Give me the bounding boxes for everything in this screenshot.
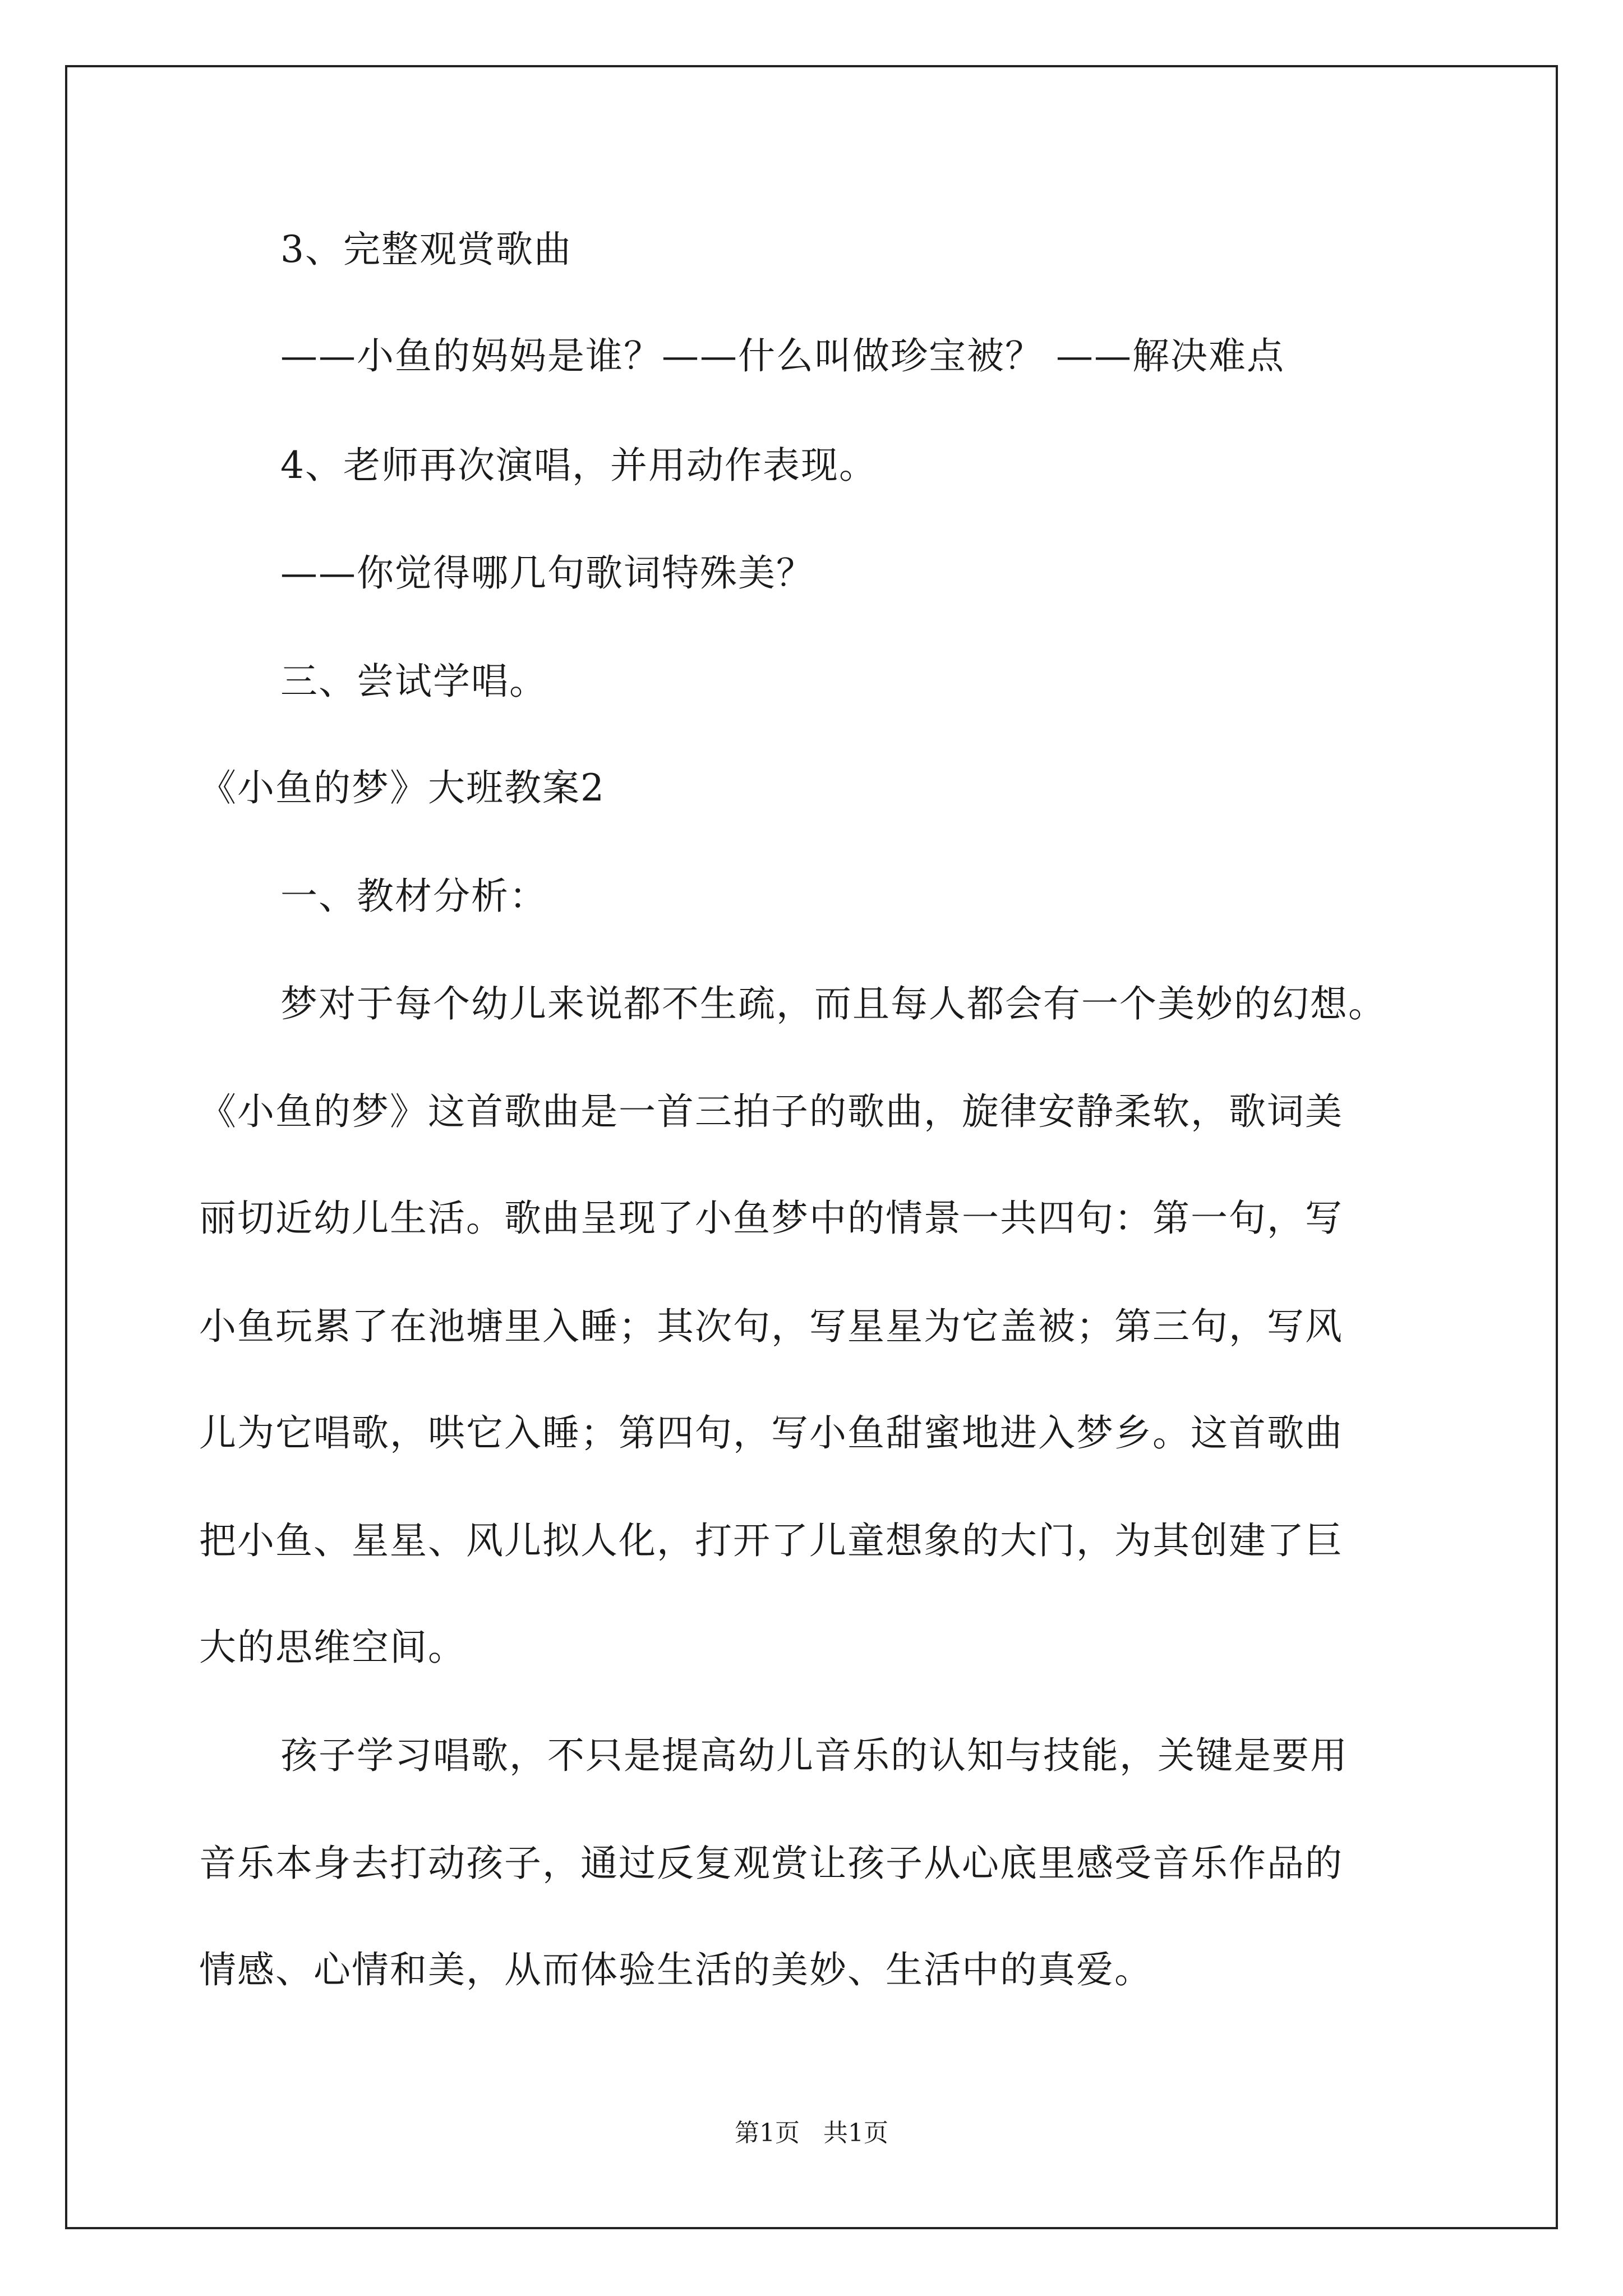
paragraph-1-line-4: 小鱼玩累了在池塘里入睡；其次句，写星星为它盖被；第三句，写风 <box>199 1305 1343 1348</box>
text-line-4: ——你觉得哪几句歌词特殊美？ <box>280 551 814 595</box>
paragraph-2-line-1: 孩子学习唱歌，不只是提高幼儿音乐的认知与技能，关键是要用 <box>280 1734 1348 1777</box>
paragraph-1-line-7: 大的思维空间。 <box>199 1626 466 1669</box>
text-line-3: 4、老师再次演唱，并用动作表现。 <box>280 444 877 487</box>
page-footer: 第1页 共1页 <box>735 2119 888 2147</box>
text-line-7: 一、教材分析： <box>280 875 547 918</box>
text-line-2: ——小鱼的妈妈是谁？——什么叫做珍宝被？ ——解决难点 <box>280 334 1285 378</box>
paragraph-1-line-3: 丽切近幼儿生活。歌曲呈现了小鱼梦中的情景一共四句：第一句，写 <box>199 1197 1343 1240</box>
paragraph-1-line-5: 儿为它唱歌，哄它入睡；第四句，写小鱼甜蜜地进入梦乡。这首歌曲 <box>199 1411 1343 1455</box>
page-border <box>65 65 1558 2229</box>
text-line-5: 三、尝试学唱。 <box>280 660 547 703</box>
text-line-1: 3、完整观赏歌曲 <box>280 228 572 271</box>
paragraph-1-line-1: 梦对于每个幼儿来说都不生疏，而且每人都会有一个美妙的幻想。 <box>280 982 1386 1025</box>
paragraph-1-line-6: 把小鱼、星星、风儿拟人化，打开了儿童想象的大门，为其创建了巨 <box>199 1519 1343 1562</box>
section-heading: 《小鱼的梦》大班教案2 <box>199 766 605 809</box>
paragraph-2-line-2: 音乐本身去打动孩子，通过反复观赏让孩子从心底里感受音乐作品的 <box>199 1842 1343 1885</box>
paragraph-1-line-2: 《小鱼的梦》这首歌曲是一首三拍子的歌曲，旋律安静柔软，歌词美 <box>199 1090 1343 1133</box>
paragraph-2-line-3: 情感、心情和美，从而体验生活的美妙、生活中的真爱。 <box>199 1948 1152 1991</box>
